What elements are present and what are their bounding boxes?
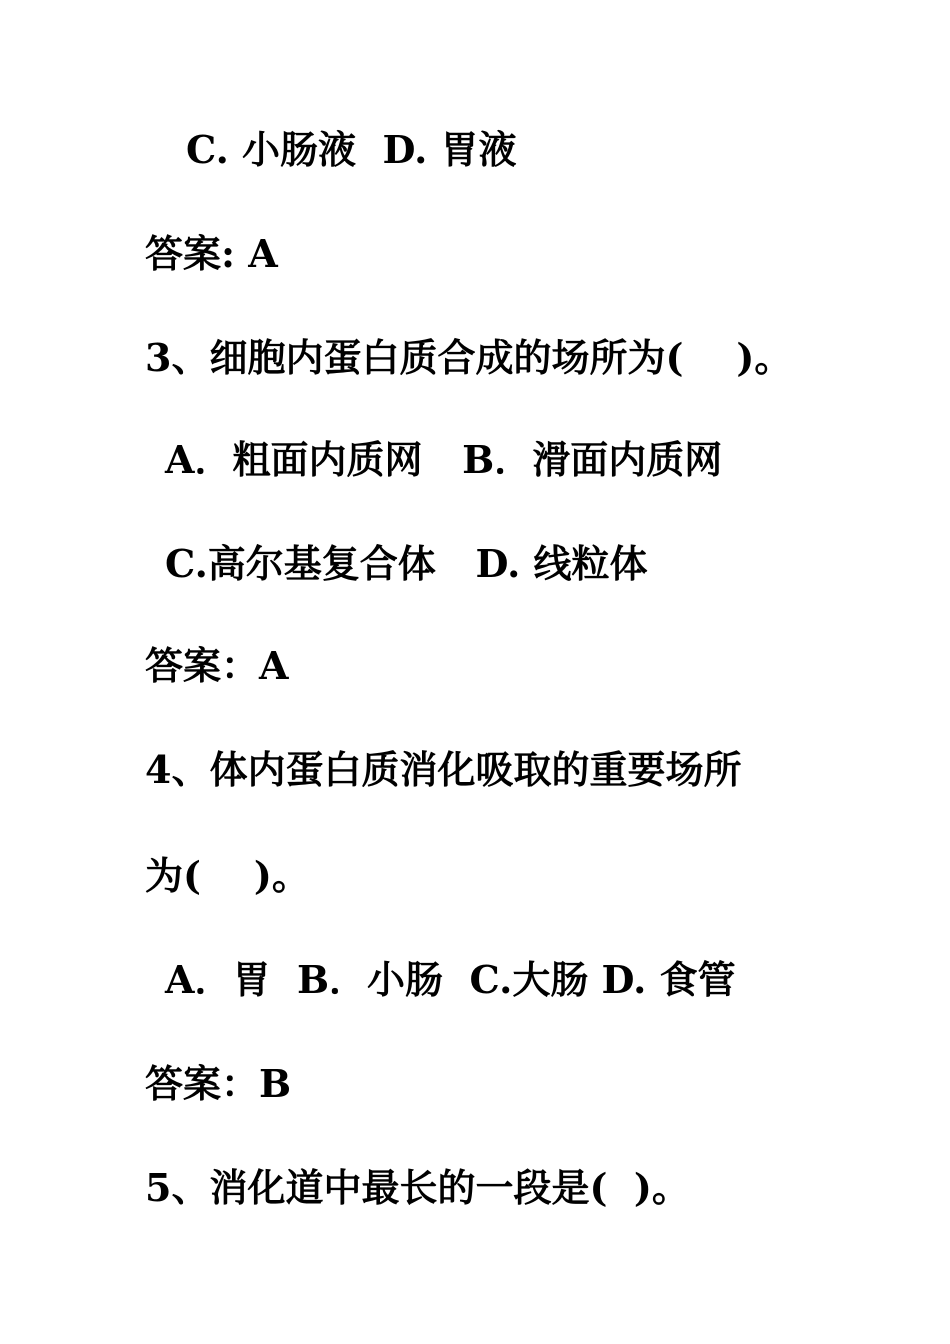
q4-question-part1: 4、体内蛋白质消化吸取的重要场所 (145, 747, 742, 792)
q2-options-cd: C. 小肠液 D. 胃液 (186, 127, 517, 172)
q4-question-part2: 为( )。 (145, 853, 310, 898)
q5-question: 5、消化道中最长的一段是( )。 (145, 1165, 690, 1210)
q4-answer: 答案：B (145, 1061, 292, 1106)
q3-question: 3、细胞内蛋白质合成的场所为( )。 (145, 335, 793, 380)
q4-options: A．胃 B．小肠 C.大肠 D. 食管 (165, 957, 736, 1002)
q2-answer: 答案: A (145, 231, 278, 276)
q3-options-ab: A．粗面内质网 B．滑面内质网 (165, 437, 723, 482)
q3-answer: 答案：A (145, 643, 289, 688)
q3-options-cd: C.高尔基复合体 D. 线粒体 (165, 541, 648, 586)
